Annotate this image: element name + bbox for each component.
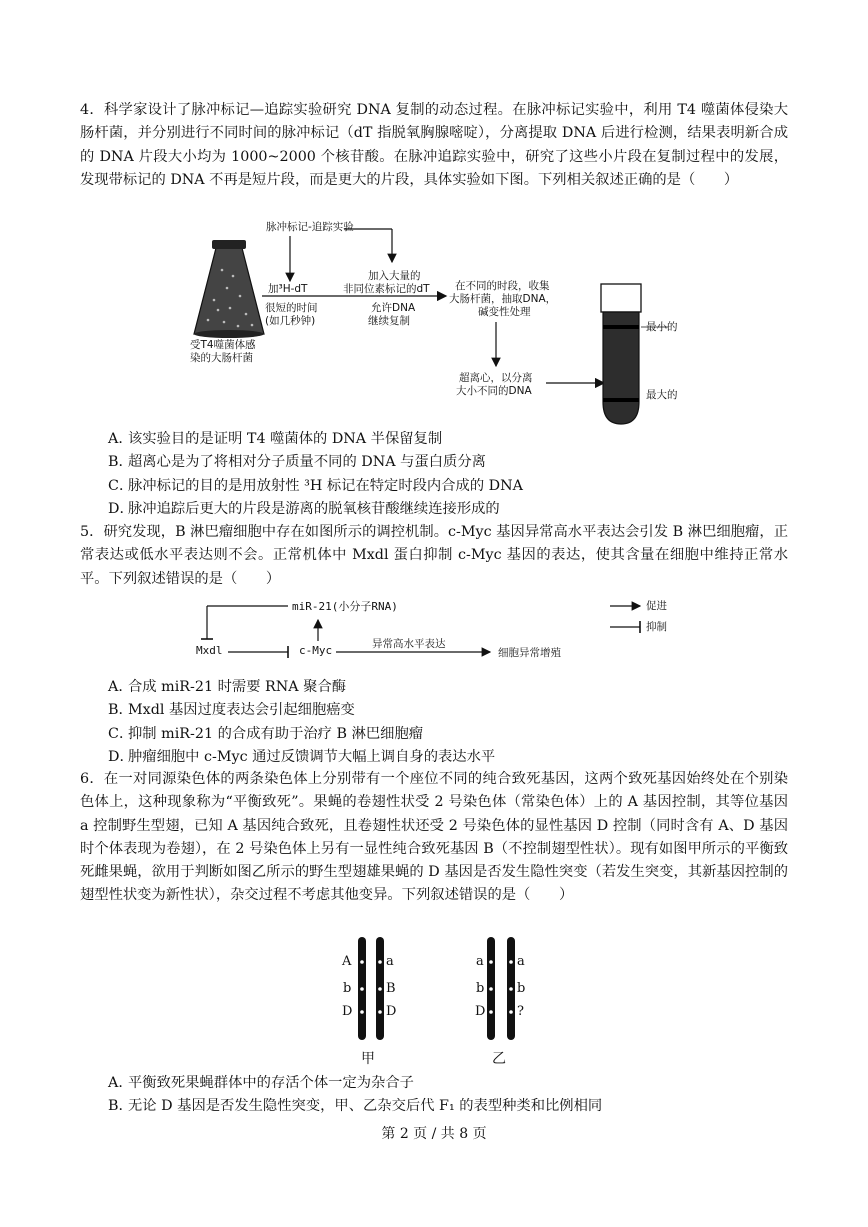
jia-gene: a [386, 954, 394, 969]
mir21-label: miR-21(小分子RNA) [292, 600, 398, 613]
result-label: 细胞异常增殖 [498, 647, 561, 659]
cmyc-label: c-Myc [299, 644, 333, 657]
q4-option: B．超离心是为了将相对分子质量不同的 DNA 与蛋白质分离 [108, 454, 486, 471]
step3-1: 在不同的时段，收集 [455, 280, 550, 292]
jia-gene: D [342, 1004, 353, 1019]
yi-gene: a [517, 954, 525, 969]
q5-stem: 5．研究发现，B 淋巴瘤细胞中存在如图所示的调控机制。c-Myc 基因异常高水平表达会引发 B 淋巴细胞瘤，正常表达或低水平表达则不会。正常机体中 Mxdl 蛋白抑制 c-Myc 基因的表达，使其含量在细胞中维持正常水平。下列叙述错误的是（ ） [80, 524, 788, 587]
diagram-title: 脉冲标记-追踪实验 [266, 221, 354, 233]
step2-bottom-2: 继续复制 [368, 315, 410, 327]
jia-gene: A [342, 954, 352, 969]
jia-gene: D [386, 1004, 397, 1019]
q4-option: D．脉冲追踪后更大的片段是游离的脱氧核苷酸继续连接形成的 [108, 500, 500, 517]
step1-bottom-2: (如几秒钟) [265, 315, 316, 327]
legend-inhibit: 抑制 [646, 621, 667, 633]
yi-gene: b [476, 981, 485, 996]
q5-option: A．合成 miR-21 时需要 RNA 聚合酶 [108, 679, 347, 695]
step4-1: 超离心，以分离 [459, 372, 533, 384]
flask-label-2: 染的大肠杆菌 [190, 352, 253, 364]
step2-top-1: 加入大量的 [368, 270, 421, 282]
q5-option: D．肿瘤细胞中 c-Myc 通过反馈调节大幅上调自身的表达水平 [108, 748, 496, 765]
page-footer: 第 2 页 / 共 8 页 [381, 1126, 487, 1142]
step3-3: 碱变性处理 [478, 306, 531, 318]
step1-top: 加³H-dT [268, 283, 308, 295]
flask-label-1: 受T4噬菌体感 [190, 339, 256, 351]
yi-gene: b [517, 981, 526, 996]
q6-option: A．平衡致死果蝇群体中的存活个体一定为杂合子 [108, 1075, 414, 1091]
tube-top-label: 最小的 [646, 321, 678, 333]
yi-label: 乙 [492, 1051, 506, 1067]
q6-options [108, 1072, 798, 1119]
step3-2: 大肠杆菌，抽取DNA， [449, 293, 557, 305]
q6-option: B．无论 D 基因是否发生隐性突变，甲、乙杂交后代 F₁ 的表型种类和比例相同 [108, 1098, 603, 1115]
jia-label: 甲 [361, 1051, 375, 1067]
step2-bottom-1: 允许DNA [371, 302, 416, 314]
arrow-label: 异常高水平表达 [372, 638, 446, 650]
jia-gene: b [343, 981, 352, 996]
q5-option: C．抑制 miR-21 的合成有助于治疗 B 淋巴细胞瘤 [108, 725, 424, 742]
q6-stem: 6．在一对同源染色体的两条染色体上分别带有一个座位不同的纯合致死基因，这两个致死基因始终处在个别染色体上，这种现象称为“平衡致死”。果蝇的卷翅性状受 2 号染色体（常染色体）上的 A 基因控制，其等位基因 a 控制野生型翅，已知 A 基因纯合致死，且卷翅性状还受 2 号染色体的显性基因 D 控制（同时含有 A、D 基因时个体表现为卷翅），在 2 号染色体上另有一显性纯合致死基因 B（不控制翅型性状）。现有如图甲所示的平衡致死雌果蝇，欲用于判断如图乙所示的野生型翅雄果蝇的 D 基因是否发生隐性突变（若发生突变，其新基因控制的翅型性状变为新性状），杂交过程不考虑其他变异。下列叙述错误的是（ ） [80, 771, 788, 904]
yi-gene: a [476, 954, 484, 969]
yi-gene: D [475, 1004, 486, 1019]
step1-bottom-1: 很短的时间 [265, 302, 318, 314]
tube-bottom-label: 最大的 [646, 389, 678, 401]
q4-option: A．该实验目的是证明 T4 噬菌体的 DNA 半保留复制 [108, 431, 443, 447]
step4-2: 大小不同的DNA [456, 385, 532, 397]
step2-top-2: 非同位素标记的dT [343, 283, 430, 295]
q4-option: C．脉冲标记的目的是用放射性 ³H 标记在特定时段内合成的 DNA [108, 477, 523, 494]
q4-stem: 4．科学家设计了脉冲标记—追踪实验研究 DNA 复制的动态过程。在脉冲标记实验中，利用 T4 噬菌体侵染大肠杆菌，并分别进行不同时间的脉冲标记（dT 指脱氧胸腺嘧啶），分离提取 DNA 后进行检测，结果表明新合成的 DNA 片段大小均为 1000~2000 个核苷酸。在脉冲追踪实验中，研究了这些小片段在复制过程中的发展，发现带标记的 DNA 不再是短片段，而是更大的片段，具体实验如下图。下列相关叙述正确的是（ ） [80, 102, 788, 188]
mxdl-label: Mxdl [196, 644, 223, 657]
jia-gene: B [386, 981, 396, 996]
q5-option: B．Mxdl 基因过度表达会引起细胞癌变 [108, 702, 355, 719]
legend-promote: 促进 [646, 600, 667, 612]
yi-gene: ? [517, 1004, 524, 1019]
